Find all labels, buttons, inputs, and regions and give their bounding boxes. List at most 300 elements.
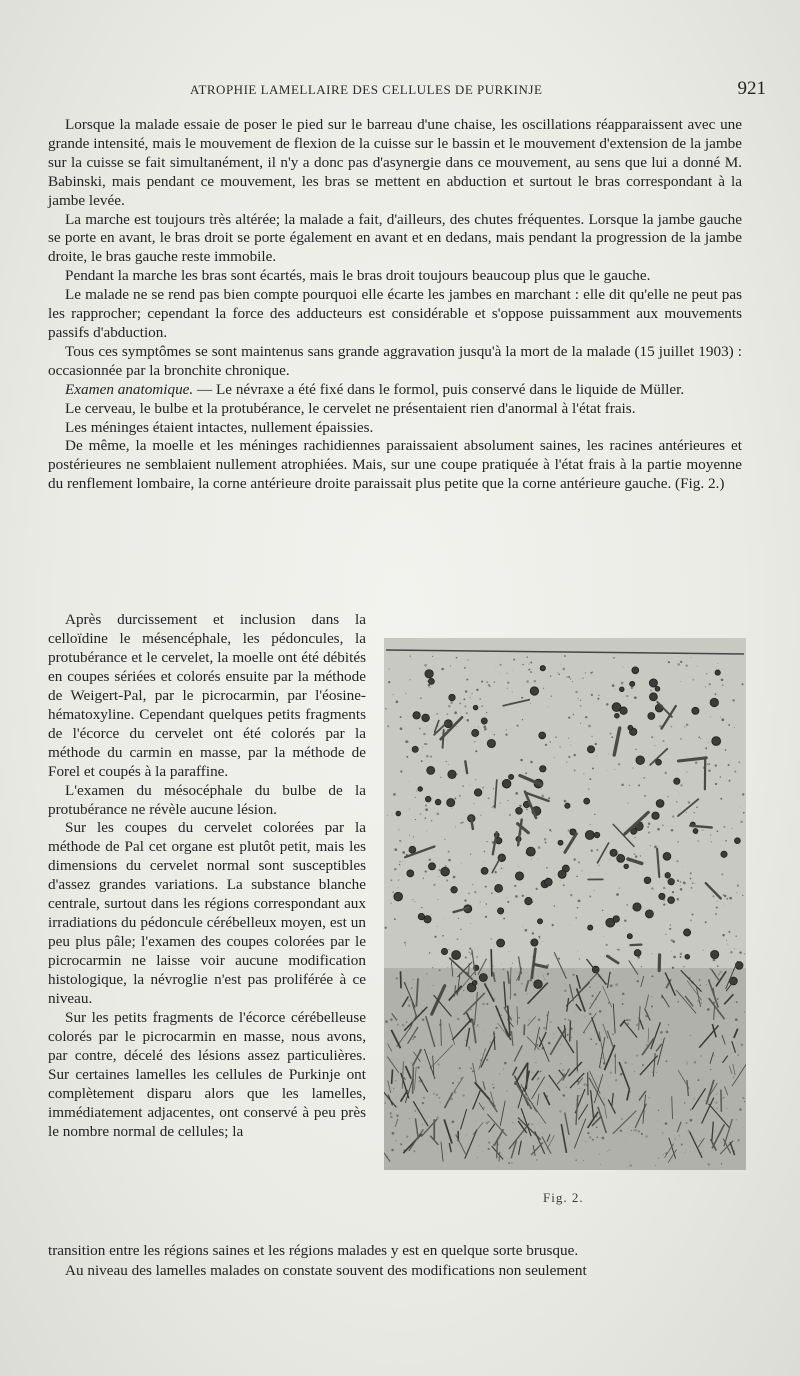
- speckle: [516, 1021, 517, 1022]
- speckle: [508, 1162, 510, 1164]
- cell-nucleus: [545, 878, 553, 886]
- speckle: [448, 859, 451, 862]
- cell-nucleus: [427, 766, 435, 774]
- speckle: [688, 801, 691, 804]
- speckle: [589, 1013, 591, 1015]
- speckle: [701, 1002, 703, 1004]
- speckle: [637, 980, 639, 982]
- speckle: [544, 979, 545, 980]
- speckle: [609, 955, 610, 956]
- speckle: [447, 1153, 448, 1154]
- cell-nucleus: [636, 756, 645, 765]
- speckle: [596, 1136, 598, 1138]
- speckle: [547, 706, 548, 707]
- speckle: [616, 893, 619, 896]
- speckle: [545, 842, 547, 844]
- speckle: [470, 1068, 472, 1070]
- cell-nucleus: [587, 746, 594, 753]
- speckle: [512, 692, 513, 693]
- speckle: [690, 872, 692, 874]
- speckle: [400, 716, 402, 718]
- speckle: [594, 890, 595, 891]
- speckle: [697, 840, 699, 842]
- speckle: [615, 983, 618, 986]
- speckle: [535, 1062, 536, 1063]
- speckle: [559, 1110, 561, 1112]
- speckle: [495, 1027, 497, 1029]
- speckle: [438, 876, 439, 877]
- speckle: [665, 1122, 668, 1125]
- speckle: [580, 700, 581, 701]
- speckle: [561, 665, 562, 666]
- tail-text-block: [48, 1241, 742, 1280]
- cell-nucleus: [721, 851, 727, 857]
- speckle: [652, 953, 653, 954]
- speckle: [576, 876, 578, 878]
- speckle: [458, 918, 459, 919]
- fibrous-strand: [497, 1138, 498, 1158]
- speckle: [506, 1090, 507, 1091]
- speckle: [677, 663, 680, 666]
- speckle: [744, 1011, 745, 1012]
- speckle: [448, 851, 450, 853]
- speckle: [677, 880, 679, 882]
- cell-nucleus: [515, 872, 523, 880]
- speckle: [683, 966, 684, 967]
- speckle: [680, 885, 681, 886]
- cell-nucleus: [632, 667, 639, 674]
- speckle: [391, 1149, 394, 1152]
- speckle: [624, 1061, 627, 1064]
- cell-nucleus: [610, 849, 617, 856]
- speckle: [525, 772, 527, 774]
- speckle: [717, 901, 718, 902]
- cell-nucleus: [487, 739, 495, 747]
- speckle: [508, 951, 509, 952]
- speckle: [500, 673, 501, 674]
- cell-nucleus: [472, 980, 477, 985]
- speckle: [726, 898, 728, 900]
- speckle: [706, 984, 707, 985]
- speckle: [539, 938, 540, 939]
- speckle: [568, 756, 571, 759]
- speckle: [564, 1018, 566, 1020]
- speckle: [677, 898, 680, 901]
- speckle: [606, 703, 609, 706]
- speckle: [699, 985, 701, 987]
- speckle: [450, 1098, 453, 1101]
- speckle: [459, 795, 461, 797]
- speckle: [735, 1018, 738, 1021]
- speckle: [570, 925, 571, 926]
- speckle: [422, 1102, 424, 1104]
- speckle: [567, 1034, 569, 1036]
- speckle: [413, 1150, 415, 1152]
- fibrous-strand: [392, 1069, 393, 1084]
- speckle: [530, 703, 531, 704]
- speckle: [578, 900, 581, 903]
- speckle: [713, 1055, 714, 1056]
- speckle: [566, 676, 568, 678]
- cell-nucleus: [448, 770, 456, 778]
- speckle: [577, 1072, 578, 1073]
- speckle: [717, 965, 719, 967]
- speckle: [575, 917, 577, 919]
- speckle: [687, 1063, 688, 1064]
- speckle: [600, 1164, 601, 1165]
- speckle: [728, 764, 730, 766]
- speckle: [474, 741, 476, 743]
- cell-nucleus: [425, 670, 433, 678]
- speckle: [459, 1067, 461, 1069]
- speckle: [570, 894, 573, 897]
- speckle: [470, 854, 471, 855]
- speckle: [475, 750, 477, 752]
- speckle: [657, 828, 660, 831]
- speckle: [405, 693, 406, 694]
- speckle: [655, 1165, 657, 1167]
- speckle: [442, 935, 444, 937]
- speckle: [648, 823, 650, 825]
- paragraph: De même, la moelle et les méninges rachidiennes paraissaient absolument saines, les racines antérieures et postérieures ne semblaient nullement atrophiées. Mais, sur une coupe pratiquée à l'état frais à la partie moyenne du renflement lombaire, la corne antérieure droite paraissait plus petite que la corne antérieure gauche. (Fig. 2.): [48, 437, 742, 493]
- speckle: [457, 938, 459, 940]
- speckle: [399, 861, 400, 862]
- speckle: [536, 1044, 538, 1046]
- speckle: [432, 967, 433, 968]
- speckle: [588, 788, 590, 790]
- speckle: [715, 764, 717, 766]
- speckle: [486, 1003, 488, 1005]
- speckle: [503, 1068, 504, 1069]
- speckle: [589, 986, 591, 988]
- speckle: [502, 968, 504, 970]
- speckle: [512, 963, 513, 964]
- speckle: [587, 1132, 589, 1134]
- speckle: [550, 675, 551, 676]
- cell-nucleus: [425, 796, 431, 802]
- speckle: [734, 770, 736, 772]
- cell-nucleus: [558, 840, 563, 845]
- speckle: [575, 1012, 576, 1013]
- speckle: [486, 1122, 489, 1125]
- speckle: [592, 1139, 594, 1141]
- speckle: [628, 1129, 629, 1130]
- speckle: [486, 841, 487, 842]
- speckle: [397, 887, 398, 888]
- speckle: [578, 861, 580, 863]
- speckle: [562, 668, 565, 671]
- speckle: [492, 869, 493, 870]
- speckle: [624, 919, 626, 921]
- speckle: [506, 897, 507, 898]
- speckle: [562, 1134, 563, 1135]
- speckle: [721, 873, 723, 875]
- speckle: [566, 1087, 567, 1088]
- speckle: [405, 740, 408, 743]
- speckle: [522, 664, 523, 665]
- speckle: [526, 808, 528, 810]
- speckle: [686, 1122, 688, 1124]
- speckle: [390, 1018, 392, 1020]
- cell-nucleus: [692, 707, 699, 714]
- speckle: [730, 951, 733, 954]
- speckle: [717, 998, 719, 1000]
- speckle: [553, 1033, 554, 1034]
- cell-nucleus: [588, 925, 593, 930]
- speckle: [438, 1097, 440, 1099]
- speckle: [621, 999, 622, 1000]
- speckle: [415, 797, 416, 798]
- speckle: [679, 793, 680, 794]
- speckle: [597, 698, 599, 700]
- speckle: [522, 927, 523, 928]
- speckle: [402, 851, 405, 854]
- speckle: [390, 903, 391, 904]
- speckle: [534, 680, 537, 683]
- speckle: [479, 698, 481, 700]
- speckle: [722, 684, 724, 686]
- speckle: [464, 667, 466, 669]
- speckle: [651, 1071, 653, 1073]
- speckle: [666, 1031, 669, 1034]
- speckle: [409, 809, 410, 810]
- speckle: [541, 795, 544, 798]
- speckle: [568, 1019, 570, 1021]
- speckle: [546, 867, 548, 869]
- speckle: [564, 989, 567, 992]
- cell-nucleus: [473, 705, 478, 710]
- speckle: [708, 742, 709, 743]
- speckle: [532, 1072, 533, 1073]
- speckle: [721, 1142, 722, 1143]
- speckle: [456, 726, 457, 727]
- speckle: [573, 974, 575, 976]
- speckle: [486, 681, 488, 683]
- speckle: [690, 878, 692, 880]
- speckle: [585, 716, 587, 718]
- speckle: [635, 749, 636, 750]
- speckle: [444, 839, 445, 840]
- speckle: [692, 882, 694, 884]
- cell-nucleus: [428, 678, 434, 684]
- speckle: [680, 953, 683, 956]
- speckle: [589, 895, 591, 897]
- speckle: [444, 919, 445, 920]
- speckle: [439, 1102, 440, 1103]
- speckle: [677, 841, 679, 843]
- cell-nucleus: [685, 954, 690, 959]
- speckle: [662, 824, 664, 826]
- speckle: [538, 936, 540, 938]
- speckle: [579, 1088, 580, 1089]
- speckle: [459, 702, 461, 704]
- speckle: [722, 1097, 724, 1099]
- speckle: [625, 1142, 626, 1143]
- speckle: [561, 880, 562, 881]
- speckle: [736, 1001, 738, 1003]
- speckle: [509, 814, 511, 816]
- speckle: [398, 829, 399, 830]
- speckle: [409, 999, 411, 1001]
- speckle: [465, 690, 468, 693]
- cell-nucleus: [409, 846, 416, 853]
- speckle: [483, 1107, 485, 1109]
- speckle: [740, 821, 742, 823]
- speckle: [424, 743, 426, 745]
- speckle: [480, 814, 481, 815]
- speckle: [578, 951, 579, 952]
- speckle: [488, 1121, 490, 1123]
- speckle: [651, 736, 653, 738]
- speckle: [429, 952, 431, 954]
- speckle: [621, 682, 624, 685]
- speckle: [549, 829, 551, 831]
- speckle: [408, 742, 409, 743]
- speckle: [677, 1001, 679, 1003]
- cell-nucleus: [449, 694, 455, 700]
- speckle: [717, 1108, 718, 1109]
- speckle: [452, 1082, 454, 1084]
- speckle: [681, 1144, 683, 1146]
- speckle: [634, 853, 636, 855]
- speckle: [723, 826, 725, 828]
- speckle: [707, 1025, 708, 1026]
- speckle: [558, 958, 560, 960]
- cell-nucleus: [497, 939, 505, 947]
- speckle: [503, 869, 504, 870]
- speckle: [491, 892, 493, 894]
- speckle: [697, 1079, 699, 1081]
- speckle: [488, 1141, 491, 1144]
- speckle: [716, 1093, 718, 1095]
- speckle: [393, 793, 396, 796]
- fibrous-strand: [570, 1020, 571, 1041]
- speckle: [629, 1164, 632, 1167]
- speckle: [721, 718, 724, 721]
- speckle: [643, 777, 645, 779]
- cell-nucleus: [619, 687, 624, 692]
- speckle: [691, 887, 693, 889]
- speckle: [580, 723, 581, 724]
- cell-nucleus: [674, 778, 680, 784]
- speckle: [744, 1101, 745, 1102]
- speckle: [516, 724, 519, 727]
- speckle: [590, 1038, 592, 1040]
- cell-nucleus: [396, 811, 401, 816]
- speckle: [469, 785, 470, 786]
- paragraph: Les méninges étaient intactes, nullement épaissies.: [65, 418, 374, 436]
- speckle: [647, 826, 649, 828]
- speckle: [588, 725, 591, 728]
- paragraph: Pendant la marche les bras sont écartés, mais le bras droit toujours beaucoup plus que le gauche.: [65, 267, 651, 285]
- speckle: [631, 687, 633, 689]
- speckle: [615, 688, 616, 689]
- speckle: [577, 907, 579, 909]
- speckle: [612, 1034, 614, 1036]
- speckle: [563, 884, 565, 886]
- speckle: [423, 878, 424, 879]
- speckle: [507, 688, 508, 689]
- speckle: [389, 668, 390, 669]
- speckle: [538, 846, 541, 849]
- speckle: [493, 788, 494, 789]
- speckle: [427, 681, 428, 682]
- speckle: [471, 693, 472, 694]
- speckle: [610, 732, 612, 734]
- speckle: [397, 1024, 399, 1026]
- cell-nucleus: [684, 929, 691, 936]
- cell-nucleus: [516, 807, 523, 814]
- speckle: [470, 923, 471, 924]
- speckle: [638, 1130, 641, 1133]
- speckle: [481, 681, 483, 683]
- speckle: [626, 904, 628, 906]
- speckle: [501, 963, 502, 964]
- speckle: [602, 1137, 605, 1140]
- speckle: [475, 779, 476, 780]
- speckle: [484, 728, 487, 731]
- speckle: [385, 1020, 388, 1023]
- speckle: [641, 966, 642, 967]
- speckle: [399, 840, 401, 842]
- speckle: [414, 901, 415, 902]
- speckle: [507, 673, 508, 674]
- speckle: [591, 694, 593, 696]
- speckle: [452, 1120, 455, 1123]
- speckle: [496, 666, 497, 667]
- speckle: [535, 674, 536, 675]
- speckle: [439, 869, 441, 871]
- speckle: [505, 733, 507, 735]
- speckle: [456, 657, 458, 659]
- speckle: [458, 1082, 459, 1083]
- speckle: [716, 907, 718, 909]
- speckle: [620, 1073, 623, 1076]
- speckle: [462, 1094, 464, 1096]
- speckle: [515, 792, 518, 795]
- speckle: [478, 1145, 479, 1146]
- speckle: [514, 885, 516, 887]
- speckle: [722, 934, 725, 937]
- speckle: [700, 738, 701, 739]
- speckle: [434, 936, 436, 938]
- speckle: [416, 790, 417, 791]
- speckle: [631, 1130, 632, 1131]
- speckle: [495, 871, 497, 873]
- speckle: [702, 830, 703, 831]
- speckle: [707, 763, 709, 765]
- speckle: [694, 1061, 696, 1063]
- speckle: [415, 819, 416, 820]
- speckle: [651, 996, 652, 997]
- exam-paragraph: [48, 381, 742, 400]
- speckle: [596, 741, 597, 742]
- speckle: [705, 686, 706, 687]
- speckle: [472, 884, 473, 885]
- speckle: [695, 761, 698, 764]
- speckle: [664, 772, 667, 775]
- speckle: [530, 761, 533, 764]
- speckle: [513, 659, 515, 661]
- cell-nucleus: [693, 829, 698, 834]
- speckle: [538, 1019, 540, 1021]
- speckle: [715, 693, 717, 695]
- speckle: [406, 756, 408, 758]
- speckle: [492, 1084, 493, 1085]
- speckle: [732, 828, 733, 829]
- cell-nucleus: [565, 803, 570, 808]
- speckle: [717, 830, 719, 832]
